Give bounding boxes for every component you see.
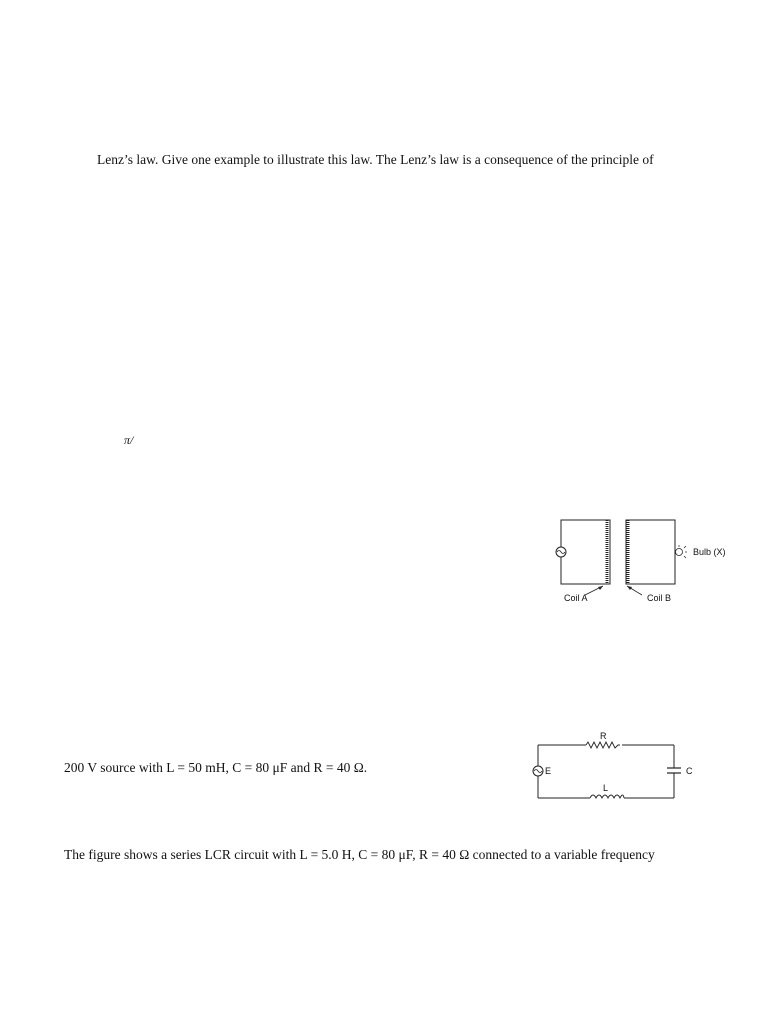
bulb-icon xyxy=(676,545,688,558)
lcr-circuit-figure xyxy=(528,728,698,808)
coils-figure xyxy=(550,512,740,607)
pi-fragment: π/ xyxy=(124,433,134,447)
bulb-label: Bulb (X) xyxy=(693,547,726,557)
inductor-symbol xyxy=(590,795,624,798)
r-label: R xyxy=(600,731,607,741)
l-label: L xyxy=(603,783,609,793)
source-200v-line: 200 V source with L = 50 mH, C = 80 μF and R = 40 Ω. xyxy=(64,760,368,775)
lenz-question-line: Lenz’s law. Give one example to illustrate this law. The Lenz’s law is a consequence of the principle of xyxy=(97,152,654,167)
coil-b-label: Coil B xyxy=(647,593,672,603)
c-label: C xyxy=(686,766,693,776)
e-label: E xyxy=(545,766,552,776)
coil-b-circuit xyxy=(626,520,675,584)
coil-a-label: Coil A xyxy=(564,593,588,603)
resistor-symbol xyxy=(586,742,620,748)
coil-a-circuit xyxy=(561,520,610,584)
series-lcr-line: The figure shows a series LCR circuit with L = 5.0 H, C = 80 μF, R = 40 Ω connected to a variable frequency xyxy=(64,847,655,862)
